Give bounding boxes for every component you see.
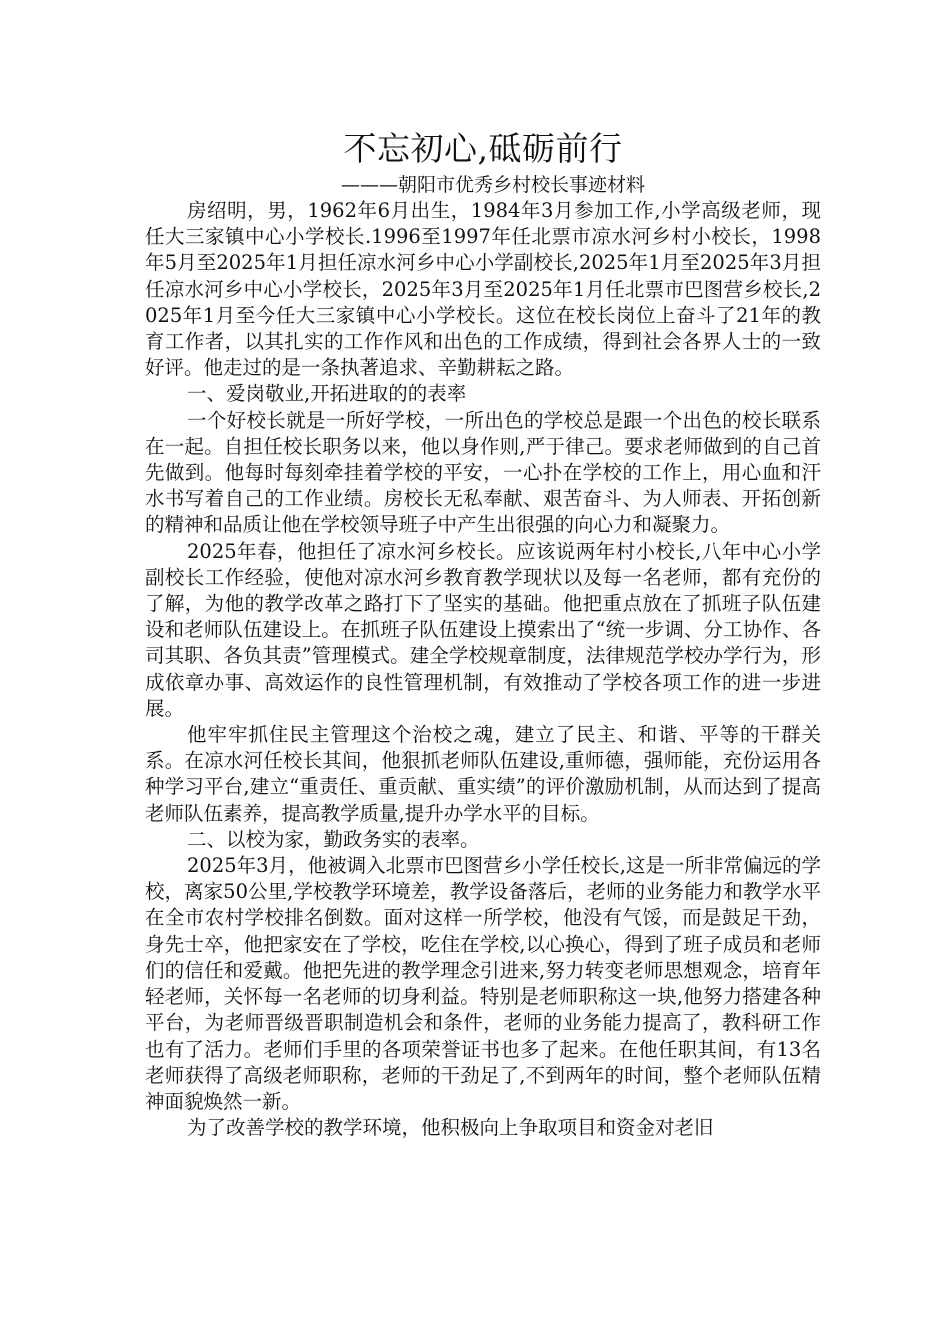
document-subtitle: ———朝阳市优秀乡村校长事迹材料 (340, 174, 645, 196)
document-page (145, 126, 821, 1141)
paragraph: 他牢牢抓住民主管理这个治校之魂，建立了民主、和谐、平等的干群关系。在凉水河任校长其间，他狠抓老师队伍建设,重师德，强师能，充份运用各种学习平台,建立“重责任、重贡献、重实绩”的评价激励机制，从而达到了提高老师队伍素养，提高教学质量,提升办学水平的目标。 (145, 723, 821, 825)
paragraph: 一个好校长就是一所好学校，一所出色的学校总是跟一个出色的校长联系在一起。自担任校长职务以来，他以身作则,严于律己。要求老师做到的自己首先做到。他每时每刻牵挂着学校的平安，一心扑在学校的工作上，用心血和汗水书写着自己的工作业绩。房校长无私奉献、艰苦奋斗、为人师表、开拓创新的精神和品质让他在学校领导班子中产生出很强的向心力和凝聚力。 (145, 408, 821, 537)
paragraph-intro: 房绍明，男，1962年6月出生，1984年3月参加工作,小学高级老师，现任大三家镇中心小学校长.1996至1997年任北票市凉水河乡村小校长，1998年5月至2025年1月担任凉水河乡中心小学副校长,2025年1月至2025年3月担任凉水河乡中心小学校长，2025年3月至2025年1月任北票市巴图营乡校长,2025年1月至今任大三家镇中心小学校长。这位在校长岗位上奋斗了21年的教育工作者，以其扎实的工作作风和出色的工作成绩，得到社会各界人士的一致好评。他走过的是一条执著追求、辛勤耕耘之路。 (145, 199, 821, 380)
paragraph: 为了改善学校的教学环境，他积极向上争取项目和资金对老旧 (187, 1116, 714, 1140)
document-title: 不忘初心,砥砺前行 (343, 129, 623, 168)
paragraph: 2025年春，他担任了凉水河乡校长。应该说两年村小校长,八年中心小学副校长工作经验，使他对凉水河乡教育教学现状以及每一名老师，都有充份的了解，为他的教学改革之路打下了坚实的基础。他把重点放在了抓班子队伍建设和老师队伍建设上。在抓班子队伍建设上摸索出了“统一步调、分工协作、各司其职、各负其责”管理模式。建全学校规章制度，法律规范学校办学行为，形成依章办事、高效运作的良性管理机制，有效推动了学校各项工作的进一步进展。 (145, 539, 821, 720)
section-heading-1: 一、爱岗敬业,开拓进取的的表率 (187, 382, 467, 406)
section-heading-2: 二、以校为家，勤政务实的表率。 (187, 827, 480, 851)
paragraph: 2025年3月，他被调入北票市巴图营乡小学任校长,这是一所非常偏远的学校，离家50公里,学校教学环境差，教学设备落后，老师的业务能力和教学水平在全市农村学校排名倒数。面对这样一所学校，他没有气馁，而是鼓足干劲，身先士卒，他把家安在了学校，吃住在学校,以心换心，得到了班子成员和老师们的信任和爱戴。他把先进的教学理念引进来,努力转变老师思想观念，培育年轻老师，关怀每一名老师的切身利益。特别是老师职称这一块,他努力搭建各种平台，为老师晋级晋职制造机会和条件，老师的业务能力提高了，教科研工作也有了活力。老师们手里的各项荣誉证书也多了起来。在他任职其间，有13名老师获得了高级老师职称，老师的干劲足了,不到两年的时间，整个老师队伍精神面貌焕然一新。 (145, 854, 821, 1113)
